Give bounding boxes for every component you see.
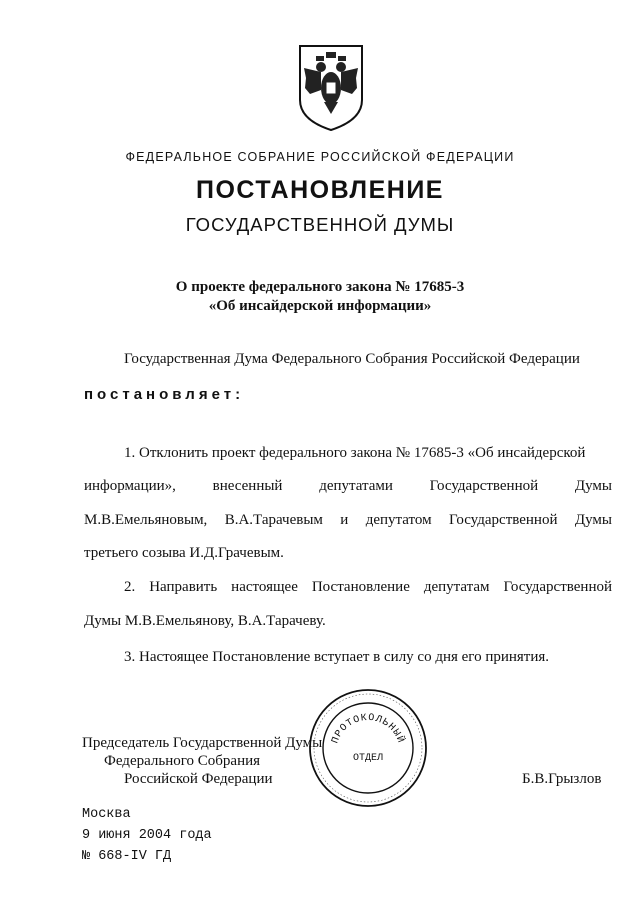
word: Государственной xyxy=(429,478,539,494)
word: М.В.Емельяновым, xyxy=(84,512,208,528)
word: Постановление xyxy=(311,579,410,595)
word: и xyxy=(340,512,349,528)
document-title: ПОСТАНОВЛЕНИЕ xyxy=(196,176,444,204)
subject-line-2: «Об инсайдерской информации» xyxy=(208,298,432,314)
word: Направить xyxy=(149,579,218,595)
word: депутатами xyxy=(319,478,393,494)
footer-city: Москва xyxy=(82,807,131,822)
signatory-name: Б.В.Грызлов xyxy=(522,771,602,787)
word: внесенный xyxy=(212,478,283,494)
decrees-word: постановляет: xyxy=(84,386,245,403)
coat-of-arms-emblem xyxy=(296,42,366,132)
word: депутатам xyxy=(423,579,490,595)
item-1-line-2 xyxy=(84,477,612,495)
word: настоящее xyxy=(231,579,298,595)
protocol-stamp xyxy=(306,686,430,810)
word: В.А.Тарачевым xyxy=(224,512,323,528)
footer-block xyxy=(82,804,212,867)
signature-position-line-1: Председатель Государственной Думы xyxy=(82,735,323,751)
item-1-line-4: третьего созыва И.Д.Грачевым. xyxy=(84,545,284,561)
preamble-text: Государственная Дума Федерального Собрания Российской Федерации xyxy=(124,351,580,367)
item-3-line-1: 3. Настоящее Постановление вступает в силу со дня его принятия. xyxy=(124,649,550,665)
item-1-line-1: 1. Отклонить проект федерального закона № 17685-3 «Об инсайдерской xyxy=(124,445,586,461)
item-2-line-1 xyxy=(124,578,612,596)
footer-date: 9 июня 2004 года xyxy=(82,828,212,843)
item-1-line-3 xyxy=(84,511,612,529)
word: депутатом xyxy=(365,512,432,528)
word: 2. xyxy=(124,579,136,595)
stamp-arc-text: ПРОТОКОЛЬНЫЙ xyxy=(330,712,406,746)
stamp-center-text: ОТДЕЛ xyxy=(352,753,384,764)
footer-number: № 668-IV ГД xyxy=(82,849,172,864)
word: Государственной xyxy=(503,579,612,595)
subject-block xyxy=(0,278,640,316)
word: Думы xyxy=(574,478,612,494)
item-2-line-2: Думы М.В.Емельянову, В.А.Тарачеву. xyxy=(84,613,326,629)
document-subtitle: ГОСУДАРСТВЕННОЙ ДУМЫ xyxy=(185,214,455,235)
svg-text:ПРОТОКОЛЬНЫЙ xyxy=(330,713,408,745)
organization-header: ФЕДЕРАЛЬНОЕ СОБРАНИЕ РОССИЙСКОЙ ФЕДЕРАЦИИ xyxy=(125,150,515,164)
signature-position-line-2: Федерального Собрания xyxy=(104,753,261,769)
subject-line-1: О проекте федерального закона № 17685-3 xyxy=(175,279,465,295)
word: Думы xyxy=(574,512,612,528)
signature-position-line-3: Российской Федерации xyxy=(124,771,273,787)
word: информации», xyxy=(84,478,176,494)
word: Государственной xyxy=(449,512,558,528)
